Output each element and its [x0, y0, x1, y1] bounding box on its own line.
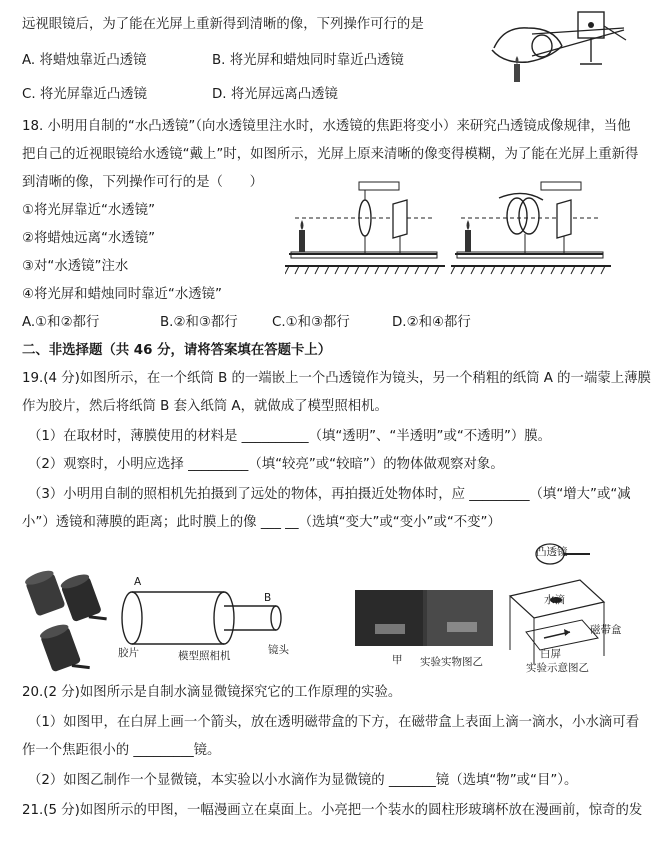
diagram-figure-label: 实验示意图乙	[526, 662, 589, 674]
q18-item-3: ③对“水透镜”注水	[22, 259, 129, 274]
question-19-line1: 19.(4 分)如图所示，在一个纸筒 B 的一端嵌上一个凸透镜作为镜头，另一个稍粗的纸筒 A 的一端蒙上薄膜	[22, 371, 651, 386]
film-label: 胶片	[118, 647, 139, 659]
question-19-part3b: 小”）透镜和薄膜的距离；此时膜上的像 ___ __（选填“变大”或“变小”或“不变”）	[22, 515, 501, 530]
convex-lens-label: 凸透镜	[536, 546, 568, 558]
figure-jia-label: 甲	[392, 654, 403, 666]
label-a: A	[134, 576, 142, 588]
choice-d: D.②和④都行	[392, 315, 471, 330]
microscope-photo-figure	[355, 590, 493, 646]
section-2-heading: 二、非选择题（共 46 分，请将答案填在答题卡上）	[22, 343, 332, 358]
water-lens-setup-figure	[285, 170, 625, 288]
paper-tube-rolls-figure	[22, 568, 112, 678]
question-20-line1: 20.(2 分)如图所示是自制水滴显微镜探究它的工作原理的实验。	[22, 685, 402, 700]
q18-item-4: ④将光屏和蜡烛同时靠近“水透镜”	[22, 287, 222, 302]
q18-item-1: ①将光屏靠近“水透镜”	[22, 203, 156, 218]
question-19-part2: （2）观察时，小明应选择 _________（填“较亮”或“较暗”）的物体做观察对象。	[28, 457, 504, 472]
eye-glasses-figure	[484, 6, 634, 90]
question-18-line3: 到清晰的像，下列操作可行的是（ ）	[22, 175, 264, 190]
tape-box-label: 磁带盒	[590, 624, 622, 636]
q18-item-2: ②将蜡烛远离“水透镜”	[22, 231, 156, 246]
choice-a: A.①和②都行	[22, 315, 100, 330]
question-20-part1a: （1）如图甲，在白屏上画一个箭头，放在透明磁带盒的下方，在磁带盒上表面上滴一滴水，小水滴可看	[28, 715, 640, 730]
option-c: C. 将光屏靠近凸透镜	[22, 87, 147, 102]
question-21-line1: 21.(5 分)如图所示的甲图，一幅漫画立在桌面上。小亮把一个装水的圆柱形玻璃杯放在漫画前，惊奇的发	[22, 803, 643, 818]
question-18-line1: 18. 小明用自制的“水凸透镜”（向水透镜里注水时，水透镜的焦距将变小）来研究凸透镜成像规律，当他	[22, 119, 631, 134]
question-20-part2: （2）如图乙制作一个显微镜，本实验以小水滴作为显微镜的 _______镜（选填“物”或“目”）。	[28, 773, 578, 788]
question-17-stem-tail: 远视眼镜后，为了能在光屏上重新得到清晰的像，下列操作可行的是	[22, 17, 424, 32]
question-19-part1: （1）在取材时，薄膜使用的材料是 __________（填“透明”、“半透明”或“不透明”）膜。	[28, 429, 552, 444]
question-19-line2: 作为胶片，然后将纸筒 B 套入纸筒 A，就做成了模型照相机。	[22, 399, 388, 414]
water-drop-label: 水滴	[544, 594, 565, 606]
question-19-part3a: （3）小明用自制的照相机先拍摄到了远处的物体，再拍摄近处物体时，应 _________（填“增大”或“减	[28, 487, 631, 502]
question-18-line2: 把自己的近视眼镜给水透镜“戴上”时，如图所示，光屏上原来清晰的像变得模糊，为了能在光屏上重新得	[22, 147, 639, 162]
photo-figure-label: 实验实物图乙	[420, 656, 483, 668]
model-camera-label: 模型照相机	[178, 650, 231, 662]
option-d: D. 将光屏远离凸透镜	[212, 87, 338, 102]
question-20-part1b: 作一个焦距很小的 _________镜。	[22, 743, 221, 758]
choice-c: C.①和③都行	[272, 315, 350, 330]
lens-label: 镜头	[268, 644, 289, 656]
white-screen-label: 白屏	[540, 648, 561, 660]
option-a: A. 将蜡烛靠近凸透镜	[22, 53, 147, 68]
label-b: B	[264, 592, 272, 604]
option-b: B. 将光屏和蜡烛同时靠近凸透镜	[212, 53, 404, 68]
choice-b: B.②和③都行	[160, 315, 238, 330]
